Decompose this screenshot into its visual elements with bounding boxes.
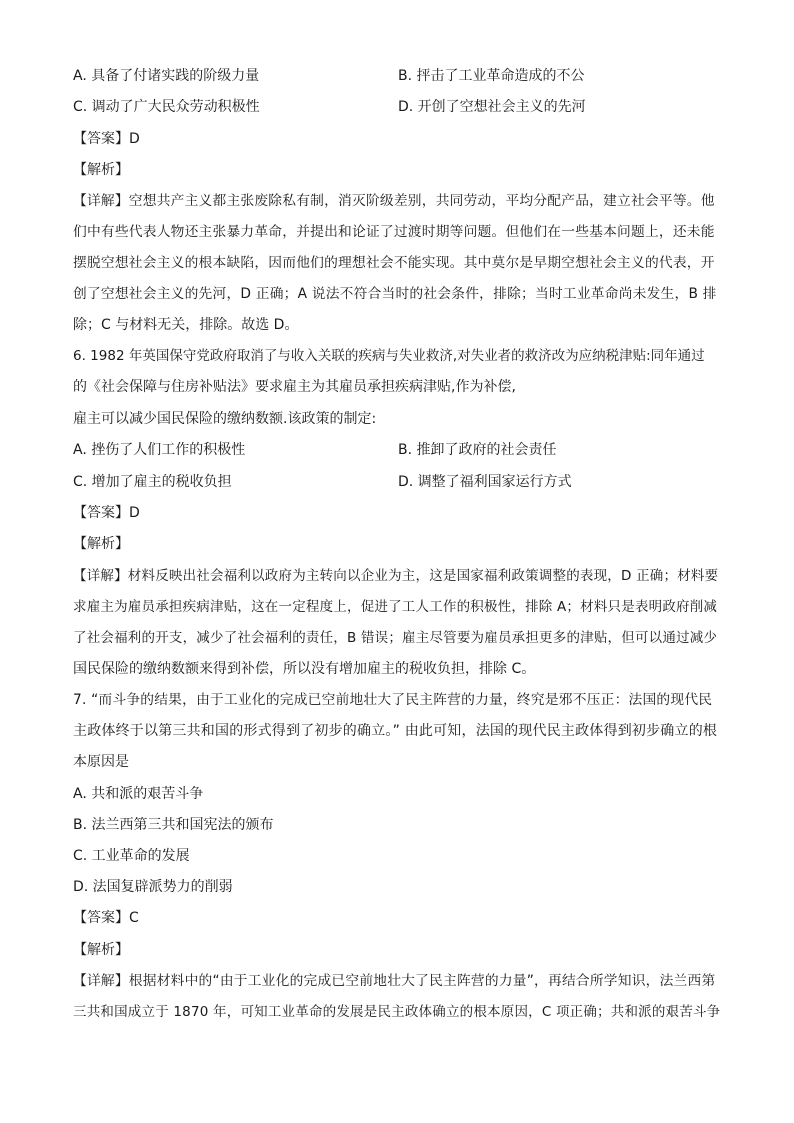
- q5-detail-line: 除；C 与材料无关，排除。故选 D。: [73, 317, 299, 333]
- q6-option-c: C. 增加了雇主的税收负担: [73, 474, 232, 490]
- q6-detail-line: 求雇主为雇员承担疾病津贴，这在一定程度上，促进了工人工作的积极性，排除 A；材料只是表明政府削减: [73, 599, 718, 615]
- q6-option-a: A. 挫伤了人们工作的积极性: [73, 442, 246, 458]
- q6-analysis-label: 【解析】: [73, 536, 129, 552]
- q5-option-d: D. 开创了空想社会主义的先河: [398, 99, 586, 115]
- q5-detail-line: 创了空想社会主义的先河，D 正确；A 说法不符合当时的社会条件，排除；当时工业革命尚未发生，B 排: [73, 286, 717, 302]
- q7-option-d: D. 法国复辟派势力的削弱: [73, 879, 233, 895]
- q6-stem-line: 的《社会保障与住房补贴法》要求雇主为其雇员承担疾病津贴,作为补偿,: [73, 379, 516, 395]
- q7-option-b: B. 法兰西第三共和国宪法的颁布: [73, 817, 274, 833]
- q7-stem-line: 7. “而斗争的结果，由于工业化的完成已空前地壮大了民主阵营的力量，终究是邪不压正：法国的现代民: [73, 692, 713, 708]
- q6-option-d: D. 调整了福利国家运行方式: [398, 474, 572, 490]
- q5-answer: 【答案】D: [73, 131, 140, 147]
- q5-detail-line: 们中有些代表人物还主张暴力革命，并提出和论证了过渡时期等问题。但他们在一些基本问题上，还未能: [73, 224, 715, 240]
- q6-detail-line: 【详解】材料反映出社会福利以政府为主转向以企业为主，这是国家福利政策调整的表现，D 正确；材料要: [73, 568, 719, 584]
- q5-option-a: A. 具备了付诸实践的阶级力量: [73, 68, 260, 84]
- q5-option-b: B. 抨击了工业革命造成的不公: [398, 68, 585, 84]
- q6-stem-line: 雇主可以减少国民保险的缴纳数额.该政策的制定:: [73, 411, 377, 427]
- q6-detail-line: 国民保险的缴纳数额来得到补偿，所以没有增加雇主的税收负担，排除 C。: [73, 661, 536, 677]
- q6-detail-line: 了社会福利的开支，减少了社会福利的责任，B 错误；雇主尽管要为雇员承担更多的津贴，但可以通过减少: [73, 630, 718, 646]
- q7-detail-line: 三共和国成立于 1870 年，可知工业革命的发展是民主政体确立的根本原因，C 项正确；共和派的艰苦斗争: [73, 1004, 721, 1020]
- q7-detail-line: 【详解】根据材料中的“由于工业化的完成已空前地壮大了民主阵营的力量”，再结合所学知识，法兰西第: [73, 973, 716, 989]
- q7-stem-line: 主政体终于以第三共和国的形式得到了初步的确立。” 由此可知，法国的现代民主政体得到初步确立的根: [73, 723, 718, 739]
- q5-detail-line: 【详解】空想共产主义都主张废除私有制，消灭阶级差别，共同劳动，平均分配产品，建立社会平等。他: [73, 193, 715, 209]
- q5-analysis-label: 【解析】: [73, 162, 129, 178]
- q7-option-c: C. 工业革命的发展: [73, 848, 190, 864]
- q5-option-c: C. 调动了广大民众劳动积极性: [73, 99, 260, 115]
- q6-stem-line: 6. 1982 年英国保守党政府取消了与收入关联的疾病与失业救济,对失业者的救济改为应纳税津贴:同年通过: [73, 348, 705, 364]
- q7-option-a: A. 共和派的艰苦斗争: [73, 786, 204, 802]
- q6-answer: 【答案】D: [73, 505, 140, 521]
- q6-option-b: B. 推卸了政府的社会责任: [398, 442, 557, 458]
- q7-stem-line: 本原因是: [73, 754, 129, 770]
- q7-analysis-label: 【解析】: [73, 942, 129, 958]
- q7-answer: 【答案】C: [73, 910, 139, 926]
- q5-detail-line: 摆脱空想社会主义的根本缺陷，因而他们的理想社会不能实现。其中莫尔是早期空想社会主义的代表，开: [73, 255, 715, 271]
